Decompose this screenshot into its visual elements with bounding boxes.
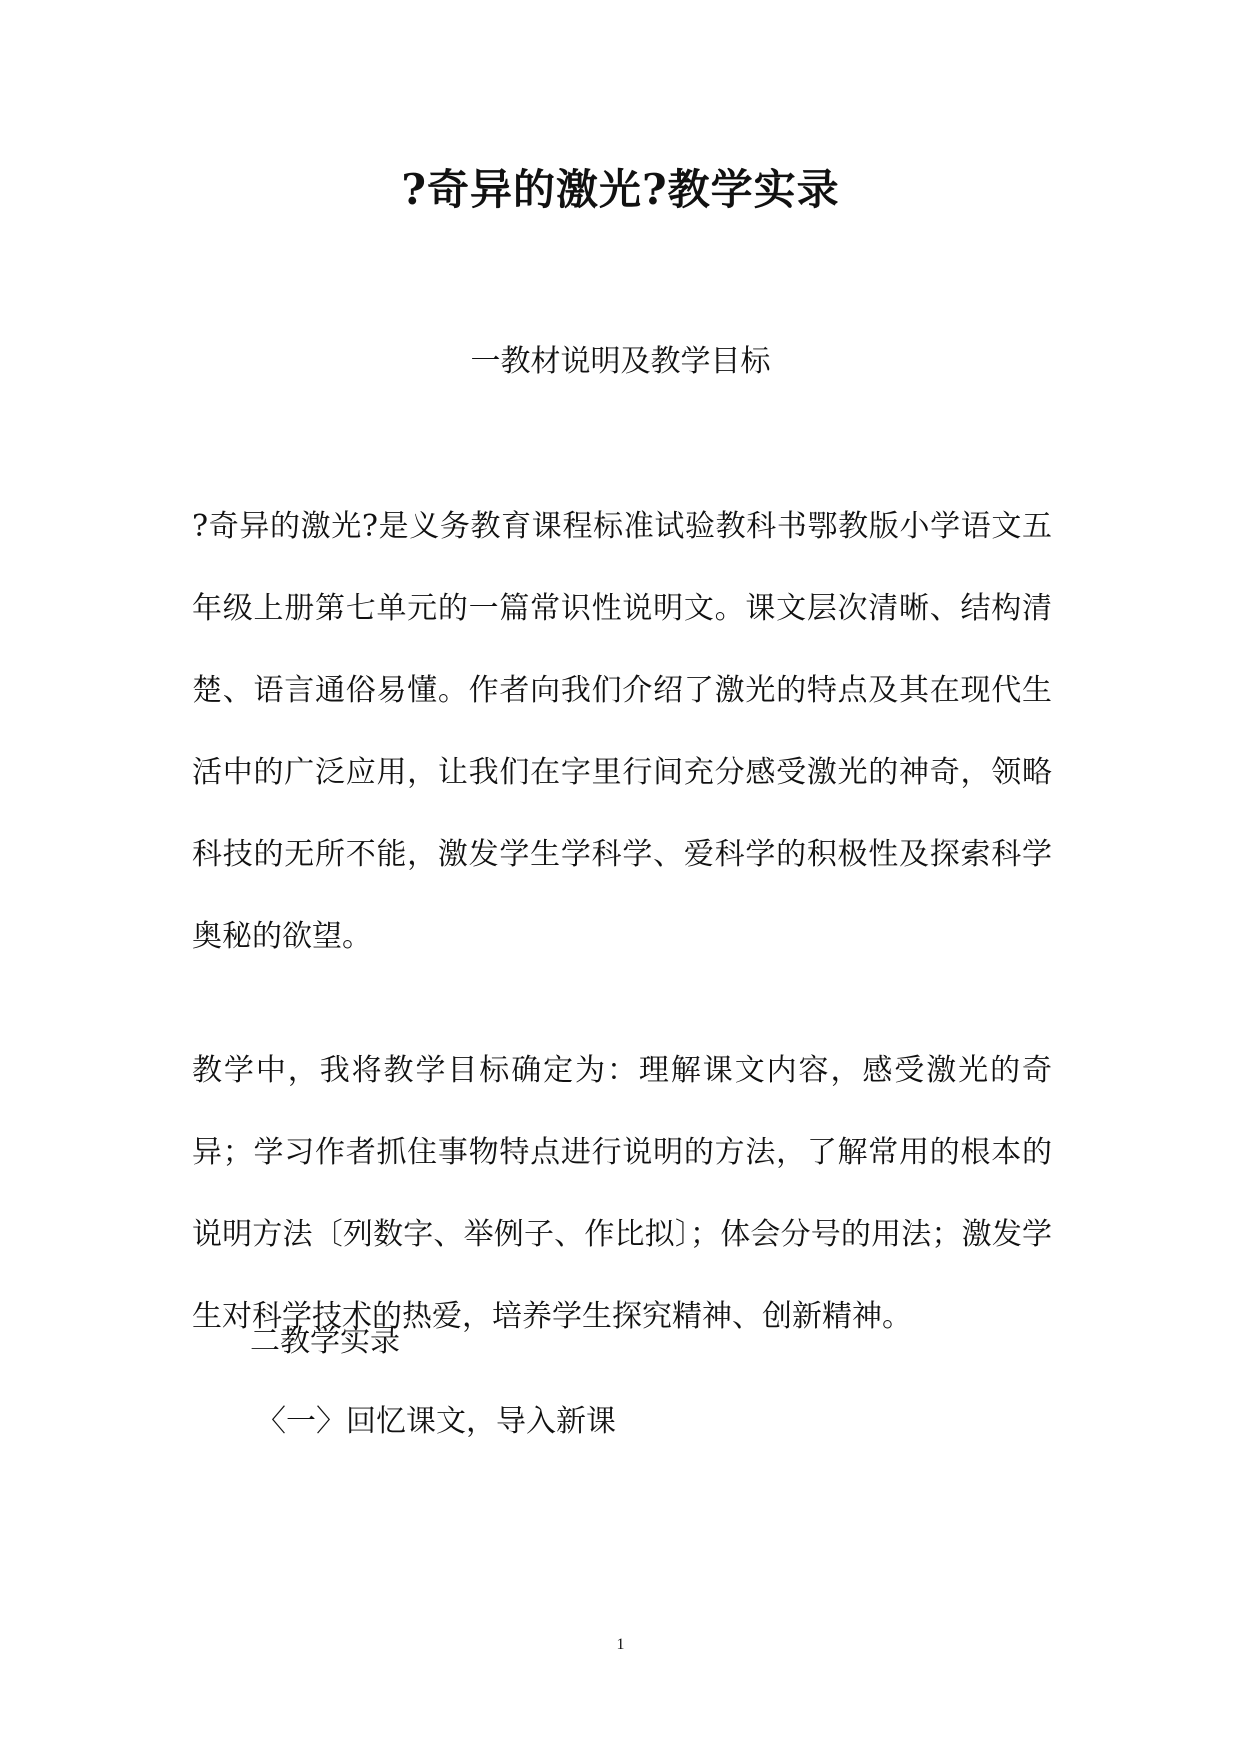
document-title: ?奇异的激光?教学实录 bbox=[401, 165, 840, 214]
page-number: 1 bbox=[616, 1636, 625, 1653]
subsection-heading-1: 〈一〉回忆课文，导入新课 bbox=[256, 1404, 616, 1439]
paragraph-intro: ?奇异的激光?是义务教育课程标准试验教科书鄂教版小学语文五年级上册第七单元的一篇常识性说明文。课文层次清晰、结构清楚、语言通俗易懂。作者向我们介绍了激光的特点及其在现代生活中的广泛应用，让我们在字里行间充分感受激光的神奇，领略科技的无所不能，激发学生学科学、爱科学的积极性及探索科学奥秘的欲望。 bbox=[192, 509, 1052, 954]
section-heading-1: 一教材说明及教学目标 bbox=[470, 344, 771, 379]
section-heading-2: 二教学实录 bbox=[250, 1324, 400, 1359]
paragraph-goals: 教学中，我将教学目标确定为：理解课文内容，感受激光的奇异；学习作者抓住事物特点进行说明的方法，了解常用的根本的说明方法〔列数字、举例子、作比拟〕；体会分号的用法；激发学生对科学技术的热爱，培养学生探究精神、创新精神。 bbox=[192, 1053, 1052, 1334]
